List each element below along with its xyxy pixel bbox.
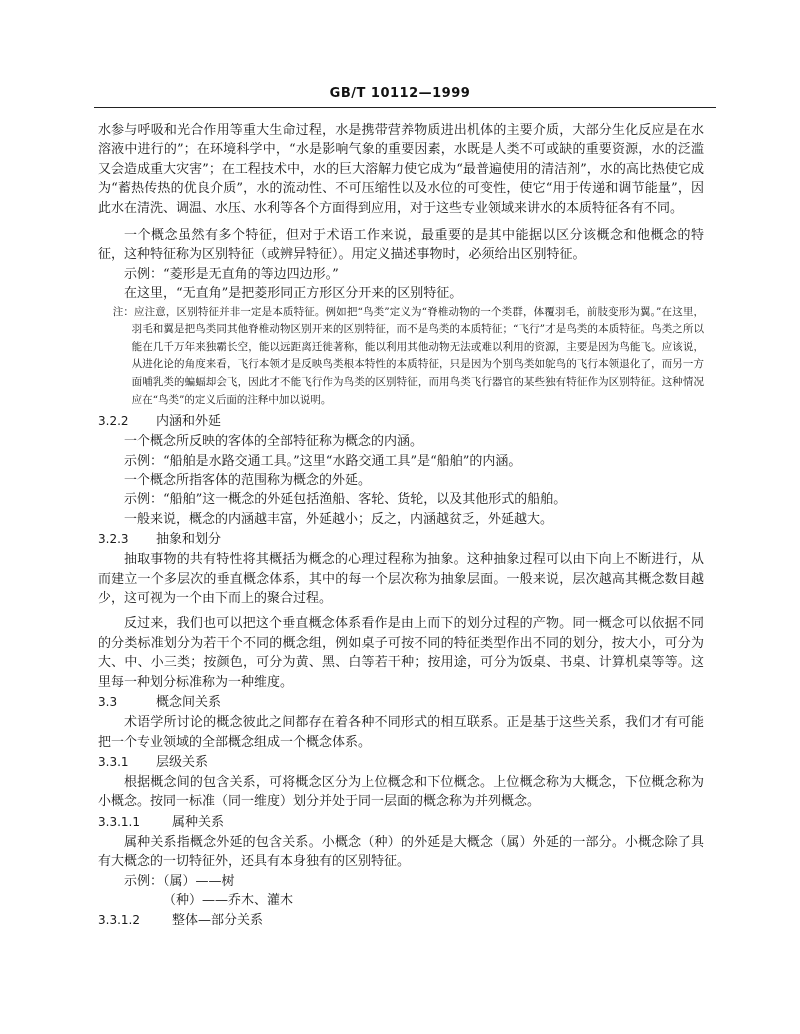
heading-number: 3.3.1 xyxy=(98,754,129,769)
paragraph-hierarchical-relation: 根据概念间的包含关系，可将概念区分为上位概念和下位概念。上位概念称为大概念，下位概念称为小概念。按同一标准（同一维度）划分并处于同一层面的概念称为并列概念。 xyxy=(98,774,704,810)
paragraph-genus-species: 属种关系指概念外延的包含关系。小概念（种）的外延是大概念（属）外延的一部分。小概念除了具有大概念的一切特征外，还具有本身独有的区别特征。 xyxy=(98,834,704,870)
paragraph-intension-extension-relation: 一般来说，概念的内涵越丰富，外延越小；反之，内涵越贫乏，外延越大。 xyxy=(124,511,554,527)
page-header-standard-code: GB/T 10112—1999 xyxy=(329,86,471,101)
heading-3-3-1-1 xyxy=(98,812,704,833)
heading-3-3 xyxy=(98,692,704,713)
example-genus-tree: 示例：（属）——树 xyxy=(124,873,235,889)
heading-3-2-2 xyxy=(98,411,704,432)
example-rhombus: 示例：“菱形是无直角的等边四边形。” xyxy=(124,266,339,282)
paragraph-abstraction: 抽取事物的共有特性将其概括为概念的心理过程称为抽象。这种抽象过程可以由下向上不断进行，从而建立一个多层次的垂直概念体系，其中的每一个层次称为抽象层面。一般来说，层次越高其概念数目越少，这可视为一个由下而上的聚合过程。 xyxy=(98,552,704,607)
heading-title: 整体—部分关系 xyxy=(172,913,264,929)
paragraph-extension-definition: 一个概念所指客体的范围称为概念的外延。 xyxy=(124,473,372,489)
heading-3-2-3 xyxy=(98,529,704,550)
example-ship-intension: 示例：“船舶是水路交通工具。”这里“水路交通工具”是“船舶”的内涵。 xyxy=(124,453,522,469)
heading-title: 属种关系 xyxy=(172,814,225,830)
heading-number: 3.2.2 xyxy=(98,414,129,429)
document-body xyxy=(98,121,704,931)
heading-number: 3.3 xyxy=(98,695,118,710)
heading-3-3-1 xyxy=(98,752,704,773)
heading-3-3-1-2 xyxy=(98,910,704,931)
note-bird-features: 注：应注意，区别特征并非一定是本质特征。例如把“鸟类”定义为“脊椎动物的一个类群，体覆羽毛，前肢变形为翼。”在这里，羽毛和翼是把鸟类同其他脊椎动物区别开来的区别特征，而不是鸟类的本质特征；“飞行”才是鸟类的本质特征。鸟类之所以能在几千万年来独霸长空，能以远距离迁徙著称，能以利用其他动物无法或难以利用的资源，主要是因为鸟能飞。应该说，从进化论的角度来看，飞行本领才是反映鸟类根本特性的本质特征，只是因为个别鸟类如鸵鸟的飞行本领退化了，而另一方面哺乳类的蝙蝠却会飞，因此才不能飞行作为鸟类的区别特征，而用鸟类飞行器官的某些独有特征作为区别特征。这种情况应在“鸟类”的定义后面的注释中加以说明。 xyxy=(112,305,704,406)
heading-number: 3.3.1.2 xyxy=(98,913,140,928)
paragraph-rhombus-explanation: 在这里，“无直角”是把菱形同正方形区分开来的区别特征。 xyxy=(124,286,463,302)
heading-title: 概念间关系 xyxy=(156,695,222,711)
paragraph-intension-definition: 一个概念所反映的客体的全部特征称为概念的内涵。 xyxy=(124,434,424,450)
heading-title: 内涵和外延 xyxy=(156,414,222,430)
example-ship-extension: 示例：“船舶”这一概念的外延包括渔船、客轮、货轮，以及其他形式的船舶。 xyxy=(124,492,567,508)
example-species-trees: （种）——乔木、灌木 xyxy=(163,892,294,908)
heading-title: 抽象和划分 xyxy=(156,532,222,548)
paragraph-distinguishing-features: 一个概念虽然有多个特征，但对于术语工作来说，最重要的是其中能据以区分该概念和他概念的特征，这种特征称为区别特征（或辨异特征）。用定义描述事物时，必须给出区别特征。 xyxy=(98,228,704,263)
paragraph-division: 反过来，我们也可以把这个垂直概念体系看作是由上而下的划分过程的产物。同一概念可以依据不同的分类标准划分为若干个不同的概念组，例如桌子可按不同的特征类型作出不同的划分，按大小，可分为大、中、小三类；按颜色，可分为黄、黑、白等若干种；按用途，可分为饭桌、书桌、计算机桌等等。这里每一种划分标准称为一种维度。 xyxy=(98,616,704,690)
heading-number: 3.3.1.1 xyxy=(98,814,140,829)
heading-title: 层级关系 xyxy=(156,754,209,770)
paragraph-water-properties: 水参与呼吸和光合作用等重大生命过程，水是携带营养物质进出机体的主要介质，大部分生化反应是在水溶液中进行的”；在环境科学中，“水是影响气象的重要因素，水既是人类不可或缺的重要资源，水的泛滥又会造成重大灾害”；在工程技术中，水的巨大溶解力使它成为“最普遍使用的清洁剂”，水的高比热使它成为“蓄热传热的优良介质”，水的流动性、不可压缩性以及水位的可变性，使它“用于传递和调节能量”，因此水在清洗、调温、水压、水利等各个方面得到应用，对于这些专业领域来讲水的本质特征各有不同。 xyxy=(98,123,704,216)
header-rule xyxy=(94,107,716,108)
heading-number: 3.2.3 xyxy=(98,532,129,547)
paragraph-concept-relations: 术语学所讨论的概念彼此之间都存在着各种不同形式的相互联系。正是基于这些关系，我们才有可能把一个专业领域的全部概念组成一个概念体系。 xyxy=(98,715,704,750)
